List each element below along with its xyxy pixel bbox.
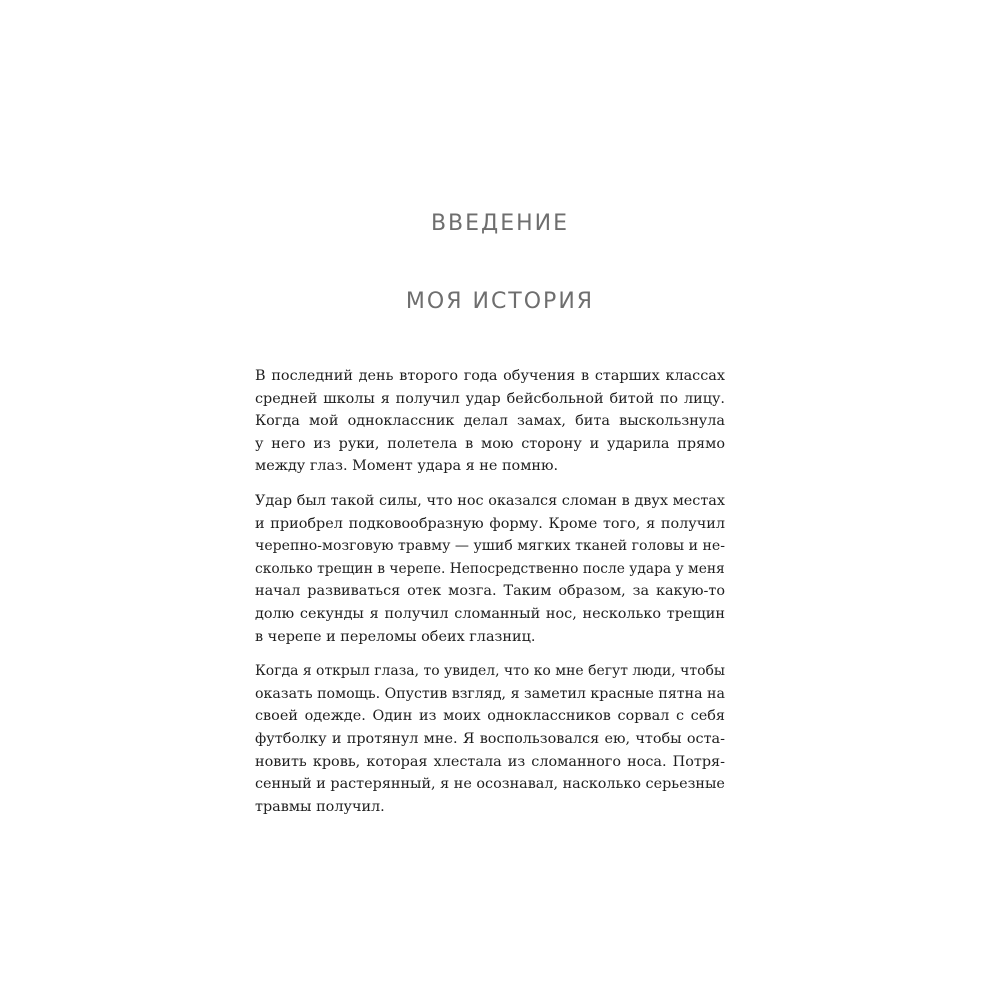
text-line: черепно-мозговую травму — ушиб мягких тканей головы и не- <box>255 538 725 555</box>
text-line: Когда я открыл глаза, то увидел, что ко мне бегут люди, чтобы <box>255 663 725 680</box>
section-title: ВВЕДЕНИЕ <box>430 211 570 236</box>
text-line: начал развиваться отек мозга. Таким образом, за какую-то <box>255 583 725 600</box>
text-line: сенный и растерянный, я не осознавал, насколько серьезные <box>255 776 725 793</box>
text-line: Удар был такой силы, что нос оказался сломан в двух местах <box>255 492 725 509</box>
text-line: долю секунды я получил сломанный нос, несколько трещин <box>255 605 725 622</box>
body-text <box>255 365 725 830</box>
text-line: в черепе и переломы обеих глазниц. <box>255 628 536 645</box>
text-line: травмы получил. <box>255 798 385 815</box>
text-line: между глаз. Момент удара я не помню. <box>255 458 559 475</box>
text-line: оказать помощь. Опустив взгляд, я заметил красные пятна на <box>255 685 725 702</box>
text-line: футболку и протянул мне. Я воспользовался ею, чтобы оста- <box>255 730 725 747</box>
text-line: и приобрел подковообразную форму. Кроме того, я получил <box>255 515 725 532</box>
paragraph <box>255 365 725 478</box>
text-line: своей одежде. Один из моих одноклассников сорвал с себя <box>255 708 725 725</box>
text-line: Когда мой одноклассник делал замах, бита выскользнула <box>255 413 725 430</box>
text-line: В последний день второго года обучения в старших классах <box>255 368 725 384</box>
text-line: средней школы я получил удар бейсбольной битой по лицу. <box>255 390 725 407</box>
text-line: сколько трещин в черепе. Непосредственно после удара у меня <box>255 560 725 577</box>
text-line: новить кровь, которая хлестала из сломанного носа. Потря- <box>255 753 725 770</box>
text-line: у него из руки, полетела в мою сторону и ударила прямо <box>255 435 725 452</box>
paragraph <box>255 660 725 818</box>
paragraph <box>255 490 725 648</box>
chapter-title: МОЯ ИСТОРИЯ <box>405 289 595 314</box>
